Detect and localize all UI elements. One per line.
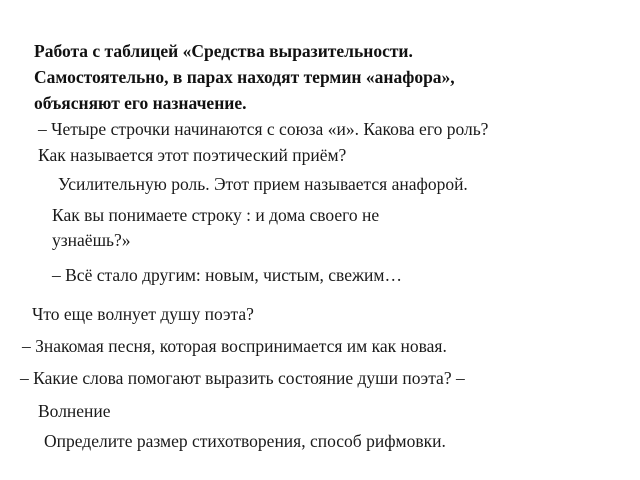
answer-excitement: Волнение [38,401,111,421]
heading-line-1: Работа с таблицей «Средства выразительности. [34,41,413,61]
answer-everything-new: – Всё стало другим: новым, чистым, свежим… [52,265,402,285]
heading-line-2: Самостоятельно, в парах находят термин «анафора», [34,67,455,87]
answer-familiar-song: – Знакомая песня, которая воспринимается им как новая. [22,336,447,356]
heading-line-3: объясняют его назначение. [34,93,247,113]
question-anaphora-name: Как называется этот поэтический приём? [38,145,347,165]
question-words-state: – Какие слова помогают выразить состояние души поэта? – [20,368,465,388]
assignment-heading [34,38,614,116]
task-meter-rhyme: Определите размер стихотворения, способ рифмовки. [44,431,446,451]
answer-anaphora: Усилительную роль. Этот прием называется анафорой. [58,174,468,194]
question-line-meaning: Как вы понимаете строку : и дома своего не [52,205,380,225]
question-line-meaning-cont: узнаёшь?» [52,230,131,250]
question-anaphora-role: – Четыре строчки начинаются с союза «и». Какова его роль? [38,119,489,139]
question-poet-soul: Что еще волнует душу поэта? [32,304,254,324]
